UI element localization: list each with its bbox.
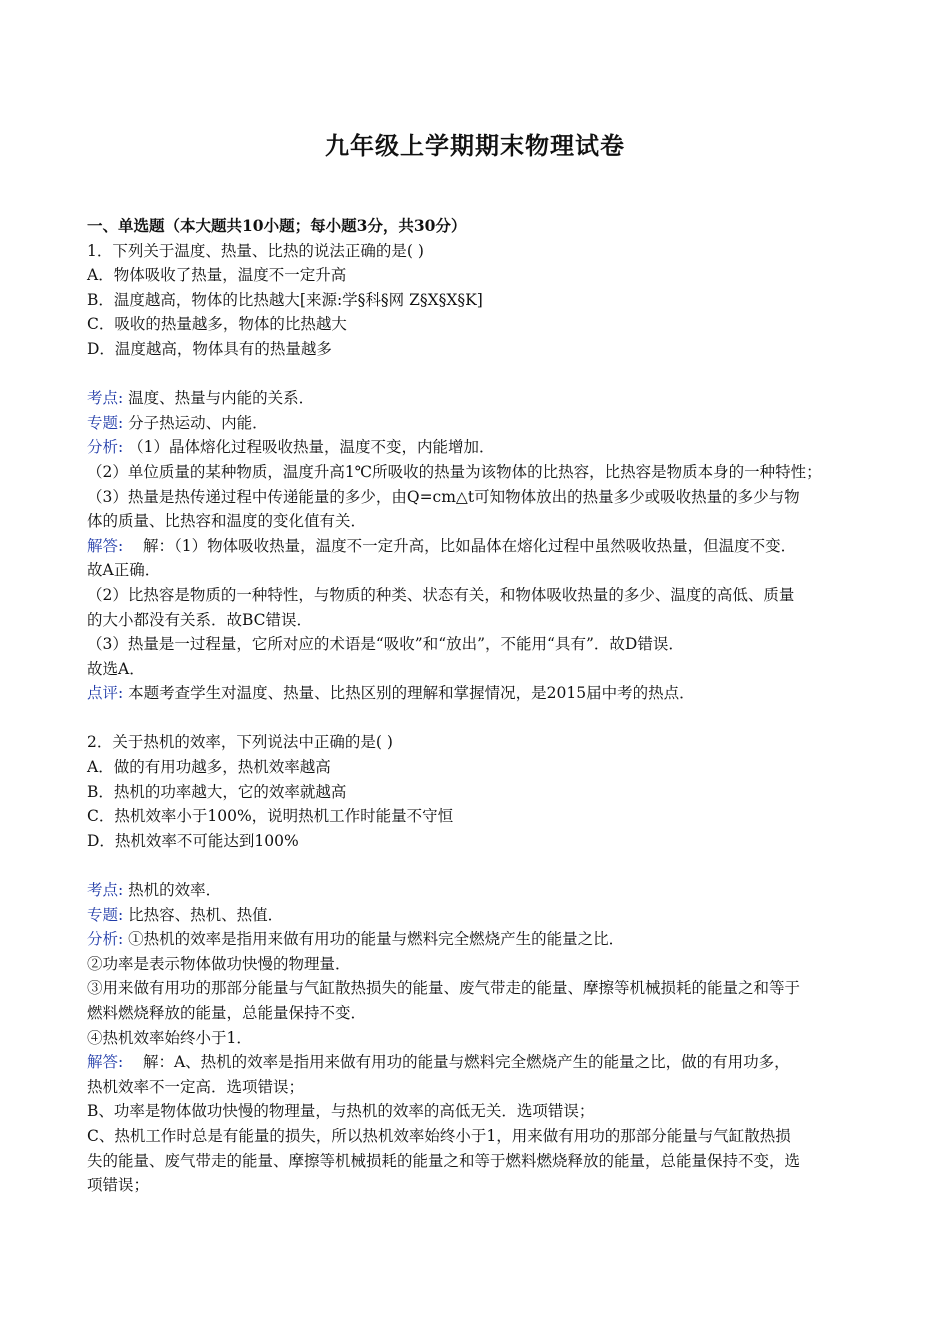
jieda-line: （3）热量是一过程量，它所对应的术语是“吸收”和“放出”，不能用“具有”．故D错误． bbox=[87, 635, 684, 654]
question-2 bbox=[87, 730, 877, 1197]
fenxi-line: ②功率是表示物体做功快慢的物理量． bbox=[87, 954, 351, 973]
jieda-line: 故选A． bbox=[87, 659, 145, 678]
zhuanti-text: 比热容、热机、热值． bbox=[128, 905, 284, 924]
kaodian-label: 考点: bbox=[87, 389, 124, 408]
zhuanti-row bbox=[87, 411, 877, 436]
kaodian-text: 温度、热量与内能的关系． bbox=[128, 389, 315, 408]
fenxi-label: 分析: bbox=[87, 438, 124, 457]
page-title: 九年级上学期期末物理试卷 bbox=[325, 132, 625, 160]
jieda-line: C、热机工作时总是有能量的损失，所以热机效率始终小于1，用来做有用功的那部分能量与气缸散热损 bbox=[87, 1126, 791, 1145]
exam-content bbox=[87, 214, 877, 1198]
option-b: B．温度越高，物体的比热越大[来源:学§科§网 Z§X§X§K] bbox=[87, 290, 483, 309]
dianping-row bbox=[87, 681, 877, 706]
jieda-line: 项错误； bbox=[87, 1176, 150, 1195]
fenxi-line: （2）单位质量的某种物质，温度升高1℃所吸收的热量为该物体的比热容，比热容是物质本身的一种特性； bbox=[87, 462, 822, 481]
jieda-line: 故A正确． bbox=[87, 561, 161, 580]
option-c: C．吸收的热量越多，物体的比热越大 bbox=[87, 315, 347, 334]
jieda-line: B、功率是物体做功快慢的物理量，与热机的效率的高低无关．选项错误； bbox=[87, 1102, 595, 1121]
jieda-label: 解答: bbox=[87, 536, 124, 555]
option-b: B．热机的功率越大，它的效率就越高 bbox=[87, 782, 347, 801]
zhuanti-label: 专题: bbox=[87, 413, 124, 432]
jieda-row bbox=[87, 534, 877, 559]
option-a: A．做的有用功越多，热机效率越高 bbox=[87, 758, 331, 777]
zhuanti-label: 专题: bbox=[87, 905, 124, 924]
kaodian-label: 考点: bbox=[87, 881, 124, 900]
fenxi-line: ③用来做有用功的那部分能量与气缸散热损失的能量、废气带走的能量、摩擦等机械损耗的能量之和等于 bbox=[87, 979, 801, 998]
jieda-line: 热机效率不一定高．选项错误； bbox=[87, 1077, 305, 1096]
dianping-label: 点评: bbox=[87, 684, 124, 703]
kaodian-row bbox=[87, 878, 877, 903]
jieda-text: 解：（1）物体吸收热量，温度不一定升高，比如晶体在熔化过程中虽然吸收热量，但温度不变． bbox=[142, 536, 797, 555]
fenxi-line: （3）热量是热传递过程中传递能量的多少，由Q=cm△t可知物体放出的热量多少或吸收热量的多少与物 bbox=[87, 487, 800, 506]
jieda-line: （2）比热容是物质的一种特性，与物质的种类、状态有关，和物体吸收热量的多少、温度的高低、质量 bbox=[87, 585, 795, 604]
jieda-line: 的大小都没有关系．故BC错误． bbox=[87, 610, 313, 629]
section-heading: 一、单选题（本大题共10小题；每小题3分，共30分） bbox=[87, 216, 467, 235]
fenxi-row bbox=[87, 435, 877, 460]
option-d: D．温度越高，物体具有的热量越多 bbox=[87, 339, 332, 358]
kaodian-text: 热机的效率． bbox=[128, 881, 222, 900]
option-c: C．热机效率小于100%，说明热机工作时能量不守恒 bbox=[87, 807, 454, 826]
fenxi-line: 燃料燃烧释放的能量，总能量保持不变． bbox=[87, 1004, 367, 1022]
jieda-text: 解：A、热机的效率是指用来做有用功的能量与燃料完全燃烧产生的能量之比，做的有用功多， bbox=[142, 1053, 790, 1072]
question-stem: 2．关于热机的效率，下列说法中正确的是( ) bbox=[87, 733, 393, 752]
zhuanti-row bbox=[87, 903, 877, 928]
fenxi-line: 体的质量、比热容和温度的变化值有关． bbox=[87, 512, 367, 531]
kaodian-row bbox=[87, 386, 877, 411]
jieda-row bbox=[87, 1050, 877, 1075]
option-a: A．物体吸收了热量，温度不一定升高 bbox=[87, 266, 347, 285]
question-1 bbox=[87, 239, 877, 706]
jieda-line: 失的能量、废气带走的能量、摩擦等机械损耗的能量之和等于燃料燃烧释放的能量，总能量保持不变，选 bbox=[87, 1151, 801, 1170]
option-d: D．热机效率不可能达到100% bbox=[87, 831, 299, 850]
fenxi-line: ④热机效率始终小于1． bbox=[87, 1028, 252, 1047]
question-stem: 1．下列关于温度、热量、比热的说法正确的是( ) bbox=[87, 241, 424, 260]
fenxi-text: ①热机的效率是指用来做有用功的能量与燃料完全燃烧产生的能量之比． bbox=[128, 930, 625, 949]
fenxi-label: 分析: bbox=[87, 930, 124, 949]
dianping-text: 本题考查学生对温度、热量、比热区别的理解和掌握情况，是2015届中考的热点． bbox=[128, 684, 695, 703]
fenxi-row bbox=[87, 927, 877, 952]
fenxi-text: （1）晶体熔化过程吸收热量，温度不变，内能增加． bbox=[128, 438, 495, 457]
jieda-label: 解答: bbox=[87, 1053, 124, 1072]
zhuanti-text: 分子热运动、内能． bbox=[128, 413, 268, 432]
